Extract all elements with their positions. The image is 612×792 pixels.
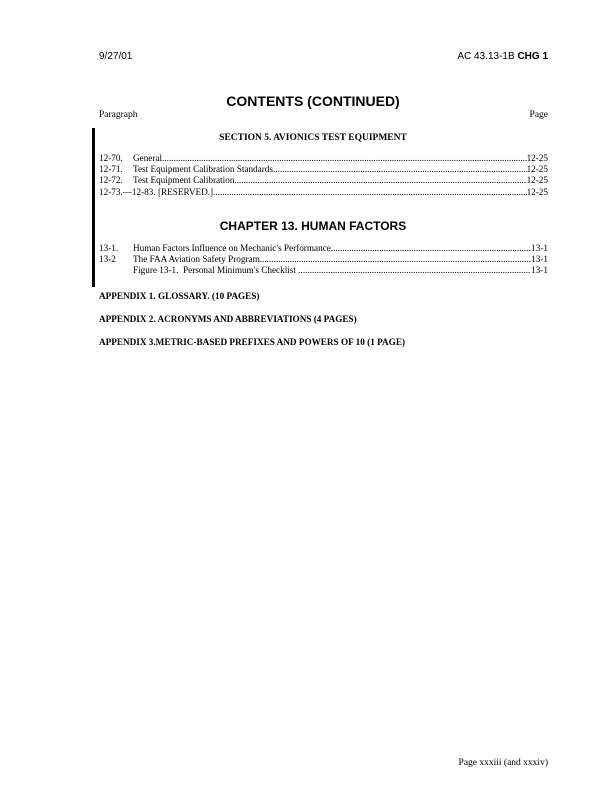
toc-entry[interactable] [99, 175, 548, 186]
toc-entry-number: 12-71. [99, 164, 123, 175]
page-title: CONTENTS (CONTINUED) [226, 93, 400, 109]
toc-entry-title: [RESERVED.] [155, 186, 214, 197]
column-header-page: Page [529, 110, 548, 120]
dot-leader [234, 175, 526, 186]
column-header-paragraph: Paragraph [99, 110, 138, 120]
change-bar [92, 128, 95, 287]
header-doc-number [457, 51, 548, 62]
section-title: SECTION 5. AVIONICS TEST EQUIPMENT [219, 133, 407, 143]
dot-leader [162, 153, 526, 164]
toc-entry-page: 13-1 [531, 243, 548, 253]
toc-entry-title: Figure 13-1. Personal Minimum's Checklist [133, 265, 299, 276]
toc-entry-page: 12-25 [526, 186, 548, 197]
doc-number: AC 43.13-1B [457, 51, 515, 62]
toc-entry[interactable] [99, 243, 548, 254]
header-date: 9/27/01 [99, 51, 133, 62]
toc-entry-number: 12-70. [99, 153, 123, 163]
dot-leader [331, 243, 531, 254]
dot-leader [298, 265, 531, 276]
dot-leader [273, 164, 527, 175]
toc-chapter-13 [99, 243, 548, 277]
toc-entry-page: 12-25 [526, 175, 548, 186]
toc-entry-title: The FAA Aviation Safety Program [133, 254, 260, 265]
toc-entry-page: 12-25 [526, 164, 548, 175]
toc-entry-title: Test Equipment Calibration Standards [133, 164, 273, 175]
toc-entry[interactable] [99, 153, 548, 164]
toc-entry-page: 13-1 [531, 265, 548, 276]
toc-section-5 [99, 153, 548, 198]
toc-entry[interactable] [99, 164, 548, 175]
appendix-1-link[interactable]: APPENDIX 1. GLOSSARY. (10 PAGES) [99, 291, 260, 301]
toc-entry-number: 13-2 [99, 254, 116, 265]
chapter-title: CHAPTER 13. HUMAN FACTORS [219, 219, 407, 233]
dot-leader [260, 254, 531, 265]
appendix-3-link[interactable]: APPENDIX 3.METRIC-BASED PREFIXES AND POWERS OF 10 (1 PAGE) [99, 337, 406, 347]
toc-entry-title: Human Factors Influence on Mechanic's Performance [133, 243, 331, 253]
toc-entry[interactable] [99, 187, 548, 198]
toc-entry-title: General [133, 153, 163, 163]
toc-entry-page: 12-25 [526, 153, 548, 163]
toc-entry-number: 12-73.—12-83. [99, 186, 156, 197]
toc-entry-figure[interactable] [99, 265, 548, 276]
footer-page-number: Page xxxiii (and xxxiv) [458, 758, 548, 768]
toc-entry[interactable] [99, 254, 548, 265]
toc-entry-page: 13-1 [531, 254, 548, 265]
toc-entry-title: Test Equipment Calibration [133, 175, 235, 186]
change-number: CHG 1 [517, 51, 548, 62]
appendix-2-link[interactable]: APPENDIX 2. ACRONYMS AND ABBREVIATIONS (4 PAGES) [99, 314, 357, 324]
dot-leader [213, 187, 526, 198]
toc-entry-number: 13-1. [99, 243, 119, 253]
toc-entry-number: 12-72. [99, 175, 123, 186]
